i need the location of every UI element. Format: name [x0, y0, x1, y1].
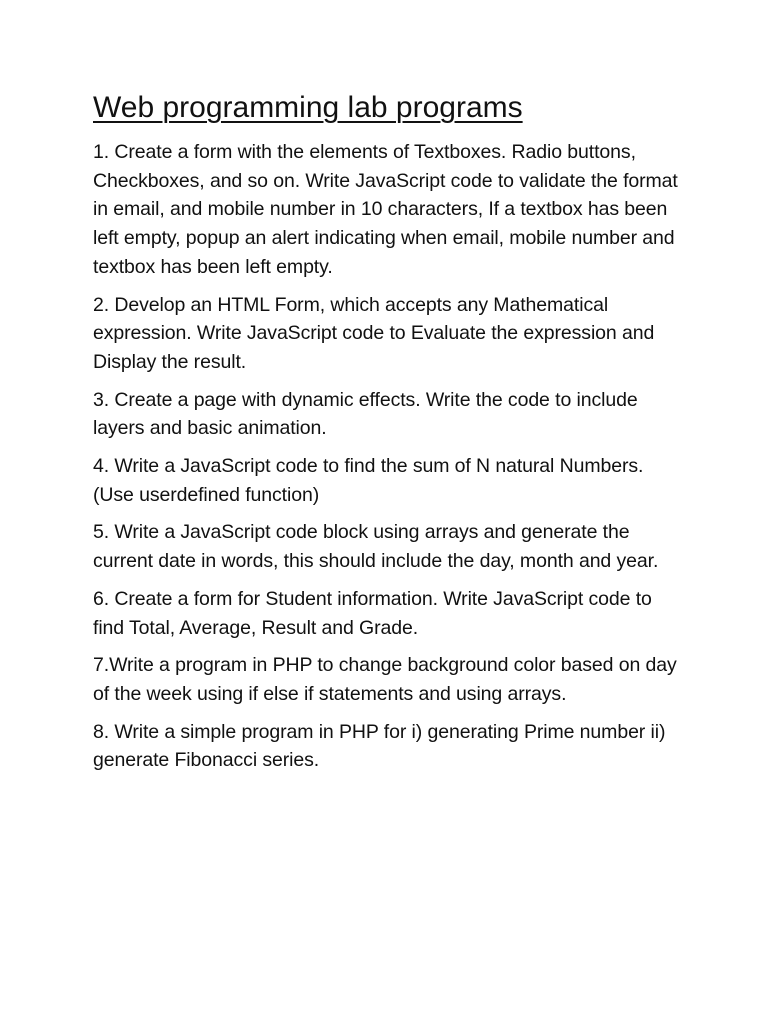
program-list — [93, 138, 678, 775]
program-item-1: 1. Create a form with the elements of Textboxes. Radio buttons, Checkboxes, and so on. Write JavaScript code to validate the format in email, and mobile number in 10 characters, If a textbox has been left empty, popup an alert indicating when email, mobile number and textbox has been left empty. — [93, 141, 678, 278]
program-item-8: 8. Write a simple program in PHP for i) generating Prime number ii) generate Fibonacci series. — [93, 720, 666, 772]
program-item-4: 4. Write a JavaScript code to find the sum of N natural Numbers. (Use userdefined function) — [93, 455, 644, 506]
program-item-5: 5. Write a JavaScript code block using arrays and generate the current date in words, this should include the day, month and year. — [93, 521, 659, 573]
program-item-2: 2. Develop an HTML Form, which accepts any Mathematical expression. Write JavaScript code to Evaluate the expression and Display the result. — [93, 293, 655, 373]
document-title: Web programming lab programs — [93, 91, 523, 124]
program-item-6: 6. Create a form for Student information. Write JavaScript code to find Total, Average, Result and Grade. — [93, 587, 652, 639]
document-content — [93, 88, 678, 784]
program-item-7: 7.Write a program in PHP to change background color based on day of the week using if else if statements and using arrays. — [93, 654, 677, 705]
program-item-3: 3. Create a page with dynamic effects. Write the code to include layers and basic animation. — [93, 388, 638, 440]
